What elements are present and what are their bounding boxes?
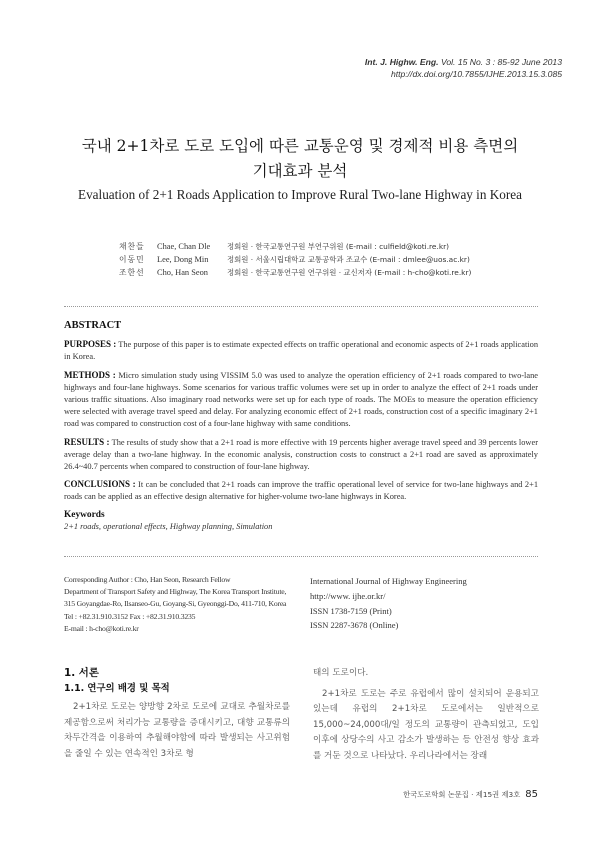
korean-title-line2: 기대효과 분석 bbox=[252, 162, 348, 180]
author-list bbox=[119, 240, 471, 279]
journal-url[interactable]: http://www. ijhe.or.kr/ bbox=[310, 590, 386, 601]
author-name-ko: 채찬들 bbox=[119, 242, 145, 251]
body-column-left bbox=[64, 666, 290, 762]
author-row bbox=[119, 266, 471, 279]
author-affiliation: 정회원 · 한국교통연구원 부연구위원 (E-mail : culfield@koti.re.kr) bbox=[227, 242, 450, 251]
journal-name: International Journal of Highway Engineering bbox=[310, 576, 467, 586]
body-paragraph: 2+1차로 도로는 양방향 2차로 도로에 교대로 추월차로를 제공함으로써 처리가능 교통량을 증대시키고, 대향 교통류의 차두간격을 이용하여 추월해야함에 따라 발생되는 사고위험을 줄일 수 있는 연속적인 3차로 형 bbox=[64, 702, 290, 759]
issn-print: ISSN 1738-7159 (Print) bbox=[310, 605, 392, 616]
author-row bbox=[119, 253, 471, 266]
section-heading: 1. 서론 bbox=[64, 667, 99, 679]
keywords-heading: Keywords bbox=[64, 509, 105, 520]
divider-bottom bbox=[64, 556, 538, 557]
volume-info: Vol. 15 No. 3 : 85-92 June 2013 bbox=[440, 57, 562, 67]
english-title: Evaluation of 2+1 Roads Application to Improve Rural Two-lane Highway in Korea bbox=[78, 187, 522, 202]
purposes-text: The purpose of this paper is to estimate expected effects on traffic operational and economic aspects of 2+1 roads application in Korea. bbox=[64, 340, 539, 362]
conclusions-text: It can be concluded that 2+1 roads can improve the traffic operational level of service for two-lane highways and 2+1 roads can be applied as an effective design alternative for higher-volume two-lane highways in Korea. bbox=[64, 480, 539, 502]
author-name-en: Chae, Chan Dle bbox=[157, 242, 211, 251]
abstract-block bbox=[64, 320, 538, 533]
subsection-heading: 1.1. 연구의 배경 및 목적 bbox=[64, 683, 170, 694]
author-affiliation: 정회원 · 서울시립대학교 교통공학과 조교수 (E-mail : dmlee@uos.ac.kr) bbox=[227, 255, 470, 264]
author-name-ko: 조한선 bbox=[119, 268, 145, 277]
corresponding-email: E-mail : h-cho@koti.re.kr bbox=[64, 623, 139, 633]
author-name-en: Lee, Dong Min bbox=[157, 255, 209, 264]
abstract-conclusions bbox=[64, 478, 538, 503]
author-name-ko: 이동민 bbox=[119, 255, 145, 264]
results-text: The results of study show that a 2+1 road is more effective with 19 percents higher average travel speed and 39 percents lower average delay than a two-lane highway. In the economic analysis, construction costs to construct a 2+1 road are saved as approximately 26.4~40.7 percents when compared to construction of four-lane highway. bbox=[64, 437, 538, 472]
corresponding-line: 315 Goyangdae-Ro, Ilsanseo-Gu, Goyang-Si, Gyeonggi-Do, 411-710, Korea bbox=[64, 599, 287, 609]
body-paragraph: 태의 도로이다. bbox=[313, 668, 369, 678]
corresponding-line: Department of Transport Safety and Highway, The Korea Transport Institute, bbox=[64, 587, 287, 597]
journal-info-block bbox=[310, 574, 467, 633]
methods-text: Micro simulation study using VISSIM 5.0 was used to analyze the operation efficiency of 2+1 roads compared to two-lane highways and four-lane highways. Some scenarios for various traffic volumes were set up in order to analyze the effect of 2+1 roads under various traffic situations. Also imaginary road networks were set up for each type of roads. The MOEs to measure the operation efficiency were selected with average travel speed and delay. For analyzing economic effect of 2+1 roads, construction cost of a specific imaginary 2+1 road was compared to construction cost of a four-lane highway with same conditions. bbox=[64, 370, 539, 429]
corresponding-line: Tel : +82.31.910.3152 Fax : +82.31.910.3235 bbox=[64, 611, 196, 621]
page-number: 85 bbox=[525, 789, 538, 800]
corresponding-line: Corresponding Author : Cho, Han Seon, Research Fellow bbox=[64, 575, 231, 584]
body-column-right bbox=[313, 666, 539, 765]
abstract-purposes bbox=[64, 338, 538, 363]
abstract-results bbox=[64, 436, 538, 474]
korean-title-line1: 국내 2+1차로 도로 도입에 따른 교통운영 및 경제적 비용 측면의 bbox=[81, 137, 519, 155]
author-name-en: Cho, Han Seon bbox=[157, 268, 208, 277]
corresponding-author-block bbox=[64, 574, 294, 635]
doi-link[interactable]: http://dx.doi.org/10.7855/IJHE.2013.15.3.085 bbox=[390, 69, 562, 79]
abstract-methods bbox=[64, 369, 538, 431]
conclusions-label: CONCLUSIONS : bbox=[64, 479, 136, 490]
journal-header bbox=[365, 56, 562, 80]
footer-journal: 한국도로학회 논문집 · 제15권 제3호 bbox=[403, 790, 521, 799]
author-row bbox=[119, 240, 471, 253]
body-paragraph: 2+1차로 도로는 주로 유럽에서 많이 설치되어 운용되고 있는데 유럽의 2+1차로 도로에서는 일반적으로 15,000~24,000대/일 정도의 교통량이 관측되었고, 도입 이후에 상당수의 사고 감소가 발생하는 등 안전성 향상 효과를 거둔 것으로 나타났다. 우리나라에서는 장래 bbox=[313, 688, 539, 761]
page-footer bbox=[403, 789, 538, 800]
keywords-text: 2+1 roads, operational effects, Highway planning, Simulation bbox=[64, 521, 273, 531]
korean-title bbox=[30, 134, 570, 184]
results-label: RESULTS : bbox=[64, 436, 110, 447]
journal-abbrev: Int. J. Highw. Eng. bbox=[364, 57, 439, 67]
purposes-label: PURPOSES : bbox=[64, 339, 117, 350]
methods-label: METHODS : bbox=[64, 369, 116, 380]
divider-top bbox=[64, 306, 538, 307]
abstract-heading: ABSTRACT bbox=[64, 320, 122, 331]
author-affiliation: 정회원 · 한국교통연구원 연구위원 · 교신저자 (E-mail : h-cho@koti.re.kr) bbox=[227, 268, 472, 277]
issn-online: ISSN 2287-3678 (Online) bbox=[310, 620, 399, 631]
